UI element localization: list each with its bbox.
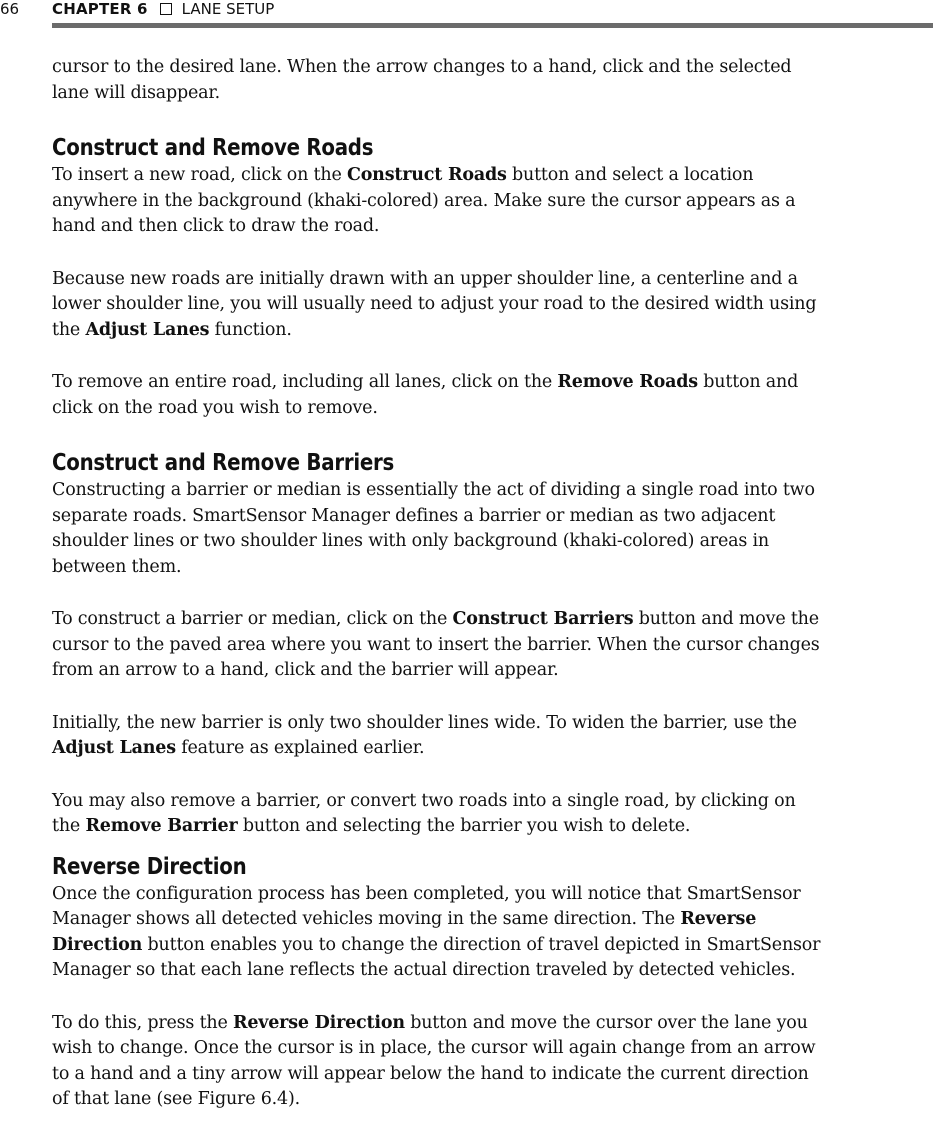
barriers-paragraph-2: To construct a barrier or median, click on the Construct Barriers button and move the cursor to the paved area where you want to insert the barrier. When the cursor changes from an arrow to a hand, click and the barrier will appear.: [52, 609, 820, 680]
section-heading-reverse: Reverse Direction: [52, 853, 247, 880]
reverse-direction-term: Reverse Direction: [233, 1012, 405, 1033]
roads-paragraph-1: To insert a new road, click on the Construct Roads button and select a location anywhere in the background (khaki-colored) area. Make sure the cursor appears as a hand and then click to draw the road.: [52, 165, 796, 236]
separator-box-icon: [160, 3, 172, 15]
construct-roads-term: Construct Roads: [346, 165, 507, 185]
remove-barrier-term: Remove Barrier: [85, 816, 238, 836]
barriers-paragraph-3: Initially, the new barrier is only two shoulder lines wide. To widen the barrier, use the Adjust Lanes feature as explained earlier.: [52, 712, 797, 758]
page-body: [52, 55, 822, 1140]
barriers-paragraph-1: Constructing a barrier or median is essentially the act of dividing a single road into two separate roads. SmartSensor Manager defines a barrier or median as two adjacent shoulder lines or two shoulder lines with only background (khaki-colored) areas in between them.: [52, 480, 815, 577]
reverse-direction-term: Reverse Direction: [52, 909, 757, 955]
chapter-heading: [52, 0, 274, 18]
intro-paragraph: cursor to the desired lane. When the arrow changes to a hand, click and the selected lane will disappear.: [52, 57, 792, 103]
adjust-lanes-term: Adjust Lanes: [85, 319, 210, 340]
section-heading-roads: Construct and Remove Roads: [52, 135, 374, 161]
roads-paragraph-2: Because new roads are initially drawn with an upper shoulder line, a centerline and a lower shoulder line, you will usually need to adjust your road to the desired width using the Adjust Lanes function.: [52, 268, 817, 340]
chapter-label: CHAPTER 6: [52, 0, 148, 18]
roads-paragraph-3: To remove an entire road, including all lanes, click on the Remove Roads button and click on the road you wish to remove.: [52, 372, 799, 418]
barriers-paragraph-4: You may also remove a barrier, or convert two roads into a single road, by clicking on the Remove Barrier button and selecting the barrier you wish to delete.: [52, 790, 796, 836]
reverse-paragraph-2: To do this, press the Reverse Direction button and move the cursor over the lane you wish to change. Once the cursor is in place, the cursor will again change from an arrow to a hand and a tiny arrow will appear below the hand to indicate the current direction of that lane (see Figure 6.4).: [52, 1012, 816, 1109]
construct-barriers-term: Construct Barriers: [452, 609, 634, 629]
page-number: 66: [0, 0, 20, 18]
chapter-section: LANE SETUP: [181, 0, 275, 18]
adjust-lanes-term: Adjust Lanes: [52, 738, 176, 758]
section-heading-barriers: Construct and Remove Barriers: [52, 450, 395, 476]
remove-roads-term: Remove Roads: [557, 372, 698, 392]
header-rule: [52, 23, 933, 28]
reverse-paragraph-1: Once the configuration process has been completed, you will notice that SmartSensor Manager shows all detected vehicles moving in the same direction. The Reverse Direction button enables you to change the direction of travel depicted in SmartSensor Manager so that each lane reflects the actual direction traveled by detected vehicles.: [52, 883, 821, 980]
page-header: [0, 0, 933, 30]
